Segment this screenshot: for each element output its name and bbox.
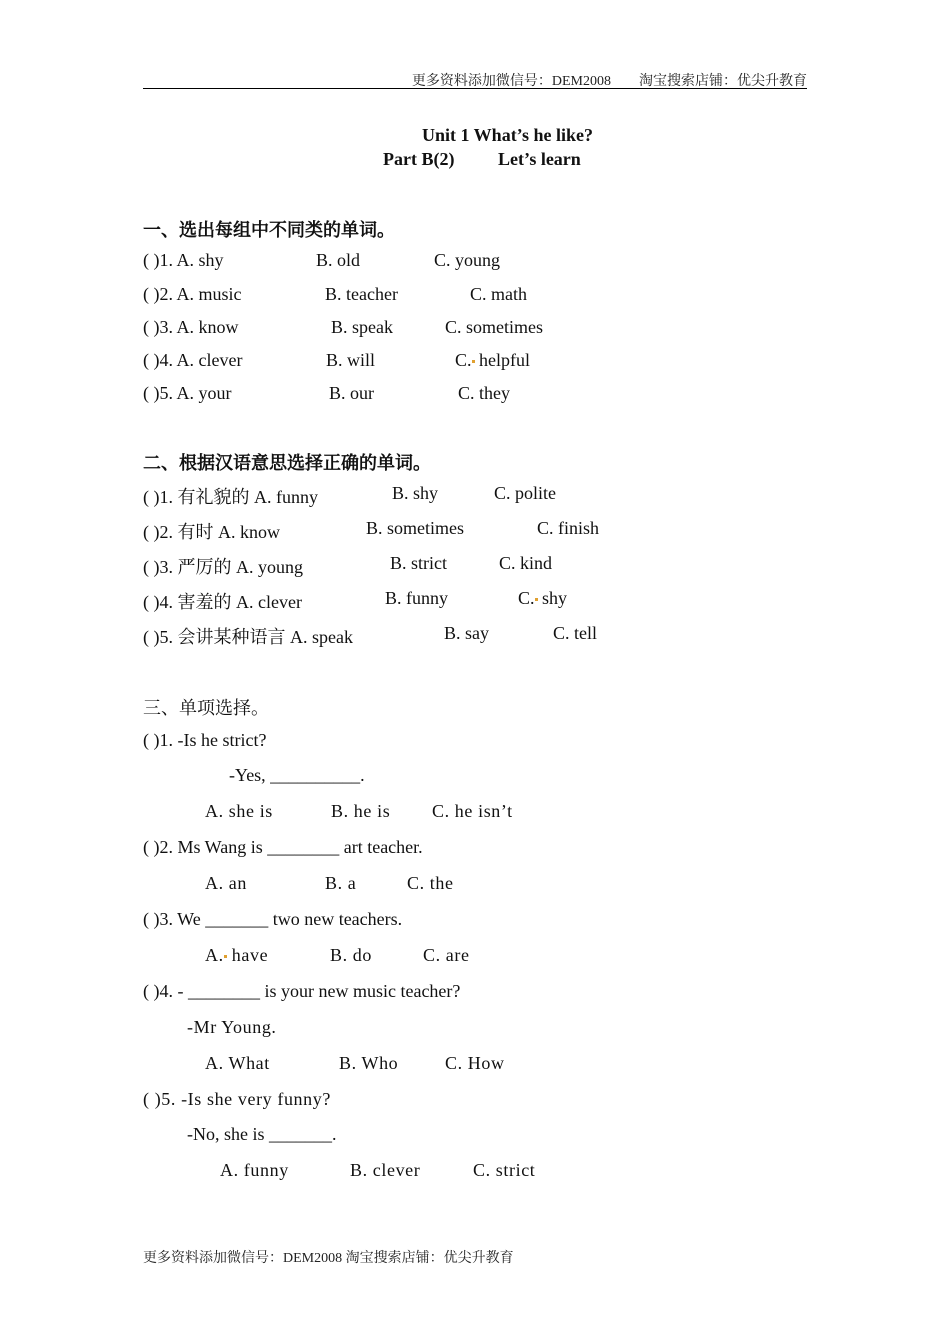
s3-q5-option-b: B. clever <box>350 1160 421 1180</box>
s3-q1-option-c: C. he isn’t <box>432 801 513 821</box>
s2-q4-option-c-letter: C. <box>518 588 535 608</box>
s3-q2-option-b: B. a <box>325 873 357 893</box>
part-label: Part B(2) <box>383 149 455 169</box>
s2-q1-option-c: C. polite <box>494 483 556 503</box>
s2-q3-stem: ( )3. 严厉的 A. young <box>143 557 303 577</box>
s2-q4-stem: ( )4. 害羞的 A. clever <box>143 592 302 612</box>
s1-q2-option-b: B. teacher <box>325 284 398 304</box>
s3-q3-stem: ( )3. We _______ two new teachers. <box>143 909 403 929</box>
s3-q5-option-c: C. strict <box>473 1160 536 1180</box>
s3-q5-option-a: A. funny <box>220 1160 289 1180</box>
s2-q5-option-b: B. say <box>444 623 489 643</box>
s3-q1-option-a: A. she is <box>205 801 273 821</box>
s2-q4-option-c <box>518 588 567 609</box>
page-header-text: 更多资料添加微信号：DEM2008 淘宝搜索店铺：优尖升教育 <box>411 74 807 89</box>
s3-q5-answer-line: -No, she is _______. <box>187 1124 337 1144</box>
page-footer-text: 更多资料添加微信号：DEM2008 淘宝搜索店铺：优尖升教育 <box>143 1251 514 1266</box>
s2-q3-option-b: B. strict <box>390 553 447 573</box>
s3-q3-option-a <box>205 945 268 966</box>
unit-title: Unit 1 What’s he like? <box>422 125 594 145</box>
s3-q3-option-a-word: have <box>226 945 269 965</box>
s3-q4-option-a: A. What <box>205 1053 270 1073</box>
section1-title: 一、选出每组中不同类的单词。 <box>143 220 395 241</box>
lesson-label: Let’s learn <box>498 149 581 169</box>
s1-q5-option-b: B. our <box>329 383 374 403</box>
s3-q3-option-c: C. are <box>423 945 470 965</box>
s3-q2-stem: ( )2. Ms Wang is ________ art teacher. <box>143 837 423 857</box>
s1-q3-option-c: C. sometimes <box>445 317 543 337</box>
s1-q1-stem: ( )1. A. shy <box>143 250 224 270</box>
s1-q4-option-c <box>455 350 530 371</box>
s2-q4-option-c-word: shy <box>537 588 568 608</box>
s3-q4-answer-line: -Mr Young. <box>187 1017 277 1037</box>
s1-q4-option-c-word: helpful <box>474 350 531 370</box>
s2-q4-option-b: B. funny <box>385 588 448 608</box>
s1-q3-option-b: B. speak <box>331 317 393 337</box>
s2-q1-stem: ( )1. 有礼貌的 A. funny <box>143 487 318 507</box>
s3-q2-option-a: A. an <box>205 873 247 893</box>
s3-q4-option-b: B. Who <box>339 1053 399 1073</box>
s1-q1-option-b: B. old <box>316 250 361 270</box>
header-divider <box>143 88 807 89</box>
s2-q5-stem: ( )5. 会讲某种语言 A. speak <box>143 627 353 647</box>
s1-q4-option-c-letter: C. <box>455 350 472 370</box>
s1-q5-stem: ( )5. A. your <box>143 383 232 403</box>
s1-q4-stem: ( )4. A. clever <box>143 350 243 370</box>
s3-q1-stem: ( )1. -Is he strict? <box>143 730 267 750</box>
s1-q4-option-b: B. will <box>326 350 376 370</box>
s1-q5-option-c: C. they <box>458 383 510 403</box>
s3-q3-option-a-letter: A. <box>205 945 224 965</box>
s3-q1-option-b: B. he is <box>331 801 391 821</box>
s2-q3-option-c: C. kind <box>499 553 553 573</box>
s2-q2-option-c: C. finish <box>537 518 600 538</box>
s1-q3-stem: ( )3. A. know <box>143 317 239 337</box>
section2-title: 二、根据汉语意思选择正确的单词。 <box>143 453 431 474</box>
s1-q2-stem: ( )2. A. music <box>143 284 242 304</box>
section3-title: 三、单项选择。 <box>143 698 269 719</box>
s2-q2-option-b: B. sometimes <box>366 518 464 538</box>
s1-q2-option-c: C. math <box>470 284 527 304</box>
s2-q1-option-b: B. shy <box>392 483 439 503</box>
s3-q4-stem: ( )4. - ________ is your new music teacher? <box>143 981 461 1001</box>
s3-q5-stem: ( )5. -Is she very funny? <box>143 1089 331 1109</box>
s2-q2-stem: ( )2. 有时 A. know <box>143 522 280 542</box>
s3-q3-option-b: B. do <box>330 945 373 965</box>
s3-q2-option-c: C. the <box>407 873 454 893</box>
s3-q4-option-c: C. How <box>445 1053 505 1073</box>
s2-q5-option-c: C. tell <box>553 623 597 643</box>
s3-q1-answer-line: -Yes, __________. <box>229 765 365 785</box>
s1-q1-option-c: C. young <box>434 250 501 270</box>
